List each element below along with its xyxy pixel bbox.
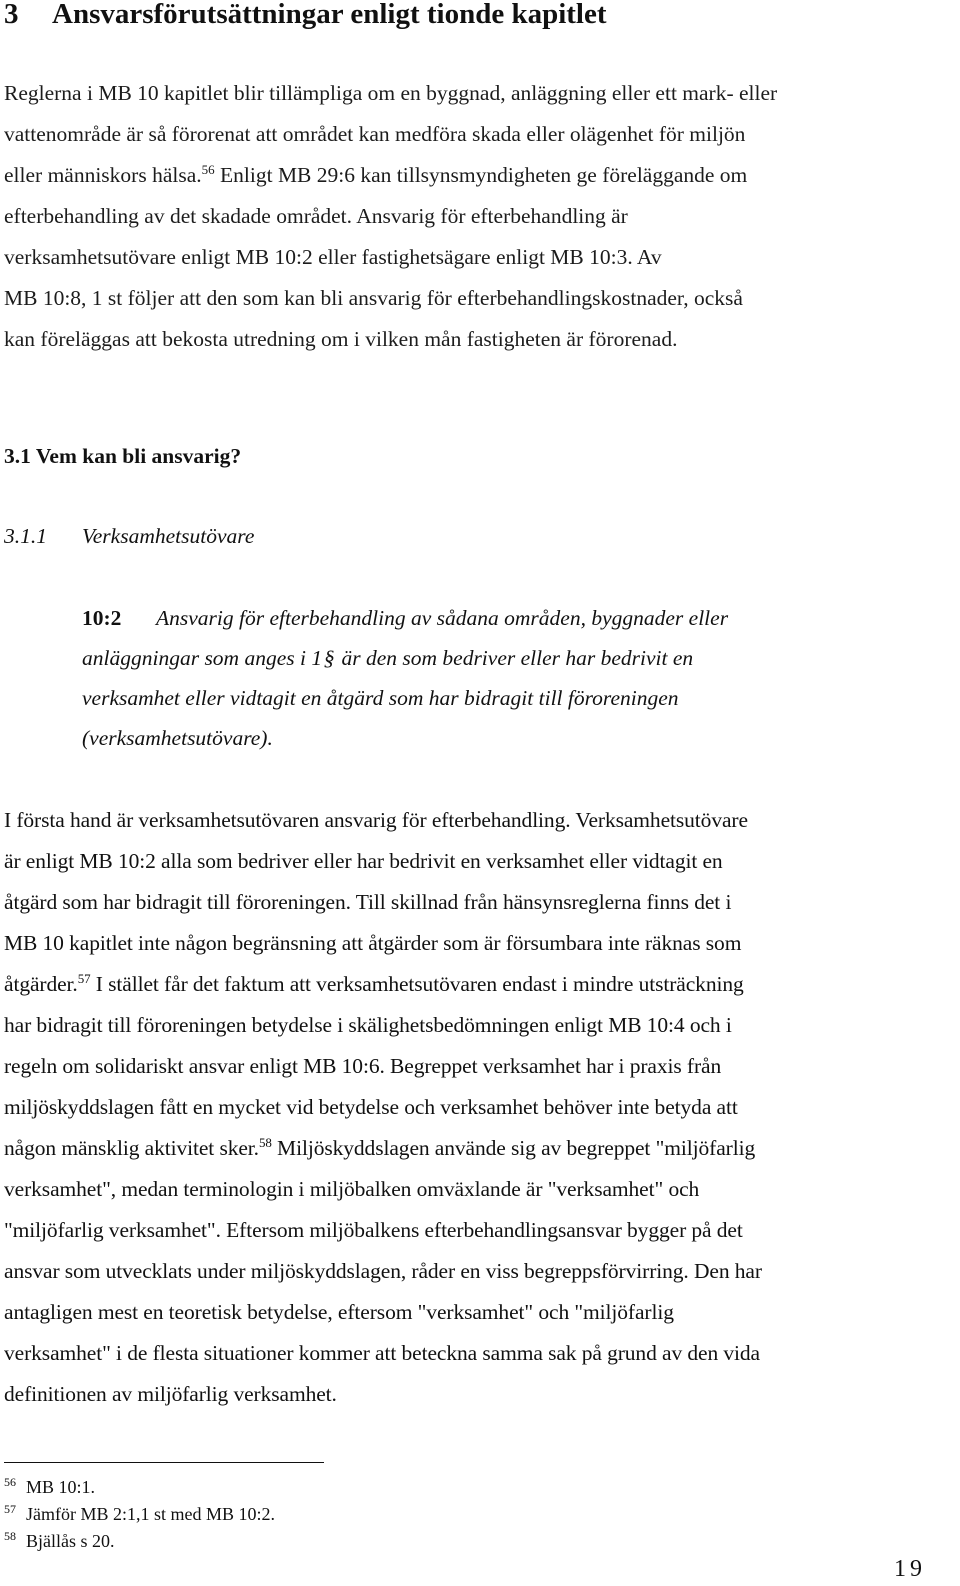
intro-paragraph — [4, 73, 944, 360]
chapter-heading — [4, 0, 607, 34]
footnote-text: MB 10:1. — [26, 1477, 96, 1497]
statute-reference: 10:2 — [82, 606, 122, 630]
paragraph-line: I första hand är verksamhetsutövaren ansvarig för efterbehandling. Verksamhetsutövare — [4, 808, 748, 832]
paragraph-line: miljöskyddslagen fått en mycket vid betydelse och verksamhet behöver inte betyda att — [4, 1095, 738, 1119]
paragraph-line: ansvar som utvecklats under miljöskyddslagen, råder en viss begreppsförvirring. Den har — [4, 1259, 762, 1283]
subsection-number: 3.1.1 — [4, 524, 47, 548]
paragraph-line: vattenområde är så förorenat att området kan medföra skada eller olägenhet för miljön — [4, 122, 746, 146]
footnote-ref-58[interactable]: 58 — [258, 1134, 272, 1150]
paragraph-line: åtgärd som har bidragit till föroreningen. Till skillnad från hänsynsreglerna finns det i — [4, 890, 732, 914]
paragraph-line: kan föreläggas att bekosta utredning om i vilken mån fastigheten är förorenad. — [4, 327, 678, 351]
quote-line: 10:2 Ansvarig för efterbehandling av sådana områden, byggnader eller — [82, 598, 942, 638]
paragraph-line: verksamhet" i de flesta situationer kommer att beteckna samma sak på grund av den vida — [4, 1341, 761, 1365]
statute-quote — [82, 598, 942, 758]
paragraph-line: eller människors hälsa.$^{56}$ Enligt MB 29:6 kan tillsynsmyndigheten ge föreläggande om — [4, 161, 748, 187]
paragraph-line: verksamhet", medan terminologin i miljöbalken omväxlande är "verksamhet" och — [4, 1177, 700, 1201]
quote-line: anläggningar som anges i 1§ är den som bedriver eller har bedrivit en — [82, 638, 942, 678]
subsection-heading — [4, 520, 254, 552]
body-paragraph — [4, 800, 950, 1415]
document-page — [4, 0, 952, 1586]
quote-line: (verksamhetsutövare). — [82, 726, 273, 750]
footnote-ref-56[interactable]: 56 — [201, 161, 215, 177]
paragraph-line: efterbehandling av det skadade området. Ansvarig för efterbehandling är — [4, 204, 628, 228]
paragraph-line: antagligen mest en teoretisk betydelse, eftersom "verksamhet" och "miljöfarlig — [4, 1300, 674, 1324]
paragraph-line: MB 10:8, 1 st följer att den som kan bli ansvarig för efterbehandlingskostnader, också — [4, 286, 743, 310]
paragraph-line: Reglerna i MB 10 kapitlet blir tillämpliga om en byggnad, anläggning eller ett mark- eller — [4, 81, 778, 105]
paragraph-line: MB 10 kapitlet inte någon begränsning att åtgärder som är försumbara inte räknas som — [4, 931, 742, 955]
chapter-title: Ansvarsförutsättningar enligt tionde kapitlet — [52, 0, 607, 30]
paragraph-line: verksamhetsutövare enligt MB 10:2 eller fastighetsägare enligt MB 10:3. Av — [4, 245, 662, 269]
footnote-item: 56 MB 10:1. — [4, 1475, 96, 1497]
quote-line: verksamhet eller vidtagit en åtgärd som har bidragit till föroreningen — [82, 686, 679, 710]
paragraph-line: har bidragit till föroreningen betydelse i skälighetsbedömningen enligt MB 10:4 och i — [4, 1013, 732, 1037]
page-number: 19 — [894, 1556, 926, 1582]
paragraph-line: regeln om solidariskt ansvar enligt MB 10:6. Begreppet verksamhet har i praxis från — [4, 1054, 722, 1078]
paragraph-line: "miljöfarlig verksamhet". Eftersom miljöbalkens efterbehandlingsansvar bygger på det — [4, 1218, 743, 1242]
footnote-ref-57[interactable]: 57 — [77, 970, 91, 986]
paragraph-line: åtgärder.$^{57}$ I stället får det faktum att verksamhetsutövaren endast i mindre utsträckning — [4, 970, 744, 996]
footnote-text: Bjällås s 20. — [26, 1531, 115, 1551]
footnote-divider — [4, 1462, 324, 1463]
footnote-text: Jämför MB 2:1,1 st med MB 10:2. — [26, 1504, 276, 1524]
footnote-list — [4, 1474, 275, 1555]
paragraph-line: definitionen av miljöfarlig verksamhet. — [4, 1382, 337, 1406]
paragraph-line: är enligt MB 10:2 alla som bedriver eller har bedrivit en verksamhet eller vidtagit en — [4, 849, 723, 873]
footnote-item: 58 Bjällås s 20. — [4, 1529, 115, 1551]
section-heading: 3.1 Vem kan bli ansvarig? — [4, 444, 242, 468]
footnote-item: 57 Jämför MB 2:1,1 st med MB 10:2. — [4, 1502, 276, 1524]
section-sign-icon: § — [323, 646, 335, 670]
chapter-number: 3 — [4, 0, 19, 30]
subsection-title: Verksamhetsutövare — [82, 524, 255, 548]
paragraph-line: någon mänsklig aktivitet sker.$^{58}$ Miljöskyddslagen använde sig av begreppet "miljöfarlig — [4, 1134, 756, 1160]
